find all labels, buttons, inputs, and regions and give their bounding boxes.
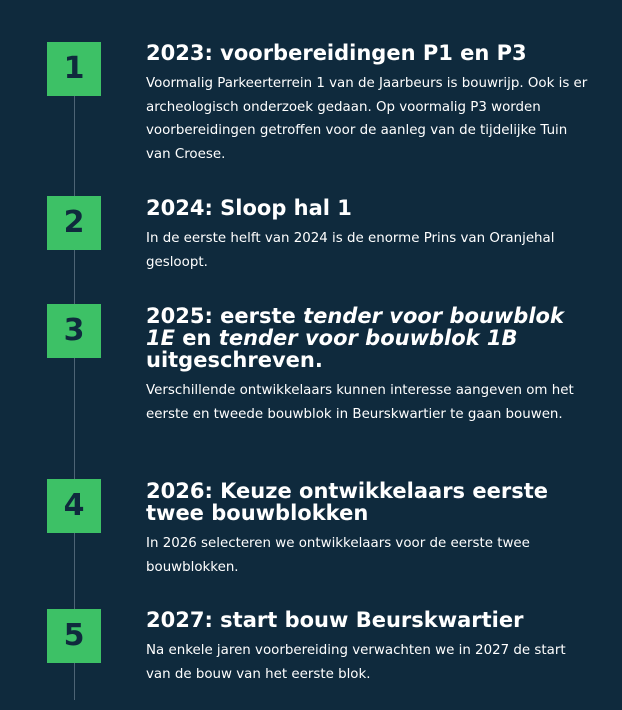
step-description: Voormalig Parkeerterrein 1 van de Jaarbeurs is bouwrijp. Ook is er archeologisch onderzoek gedaan. Op voormalig P3 worden voorbereidingen getroffen voor de aanleg van de tijdelijke Tuin van Croese. xyxy=(146,76,588,162)
step-number-badge: 4 xyxy=(47,479,101,533)
step-content xyxy=(146,609,592,686)
step-number-badge: 3 xyxy=(47,304,101,358)
step-title-text: en xyxy=(174,326,219,350)
step-content xyxy=(146,42,592,166)
step-description: In 2026 selecteren we ontwikkelaars voor de eerste twee bouwblokken. xyxy=(146,536,530,575)
step-title: 2024: Sloop hal 1 xyxy=(146,196,352,220)
step-title-text: 2025: eerste xyxy=(146,304,304,328)
step-title-text: uitgeschreven. xyxy=(146,348,323,372)
step-description: Verschillende ontwikkelaars kunnen interesse aangeven om het eerste en tweede bouwblok in Beurskwartier te gaan bouwen. xyxy=(146,383,574,422)
step-description: In de eerste helft van 2024 is de enorme Prins van Oranjehal gesloopt. xyxy=(146,231,555,270)
step-content xyxy=(146,480,592,579)
step-title-italic: tender voor bouwblok 1E xyxy=(146,304,564,350)
step-title xyxy=(146,305,592,371)
step-number-badge: 5 xyxy=(47,609,101,663)
step-title: 2026: Keuze ontwikkelaars eerste twee bouwblokken xyxy=(146,479,548,525)
step-content xyxy=(146,305,592,426)
step-number-badge: 1 xyxy=(47,42,101,96)
step-description: Na enkele jaren voorbereiding verwachten we in 2027 de start van de bouw van het eerste blok. xyxy=(146,643,566,682)
step-title: 2027: start bouw Beurskwartier xyxy=(146,608,524,632)
step-content xyxy=(146,197,592,274)
step-number-badge: 2 xyxy=(47,196,101,250)
step-title: 2023: voorbereidingen P1 en P3 xyxy=(146,41,527,65)
step-title-italic: tender voor bouwblok 1B xyxy=(218,326,518,350)
